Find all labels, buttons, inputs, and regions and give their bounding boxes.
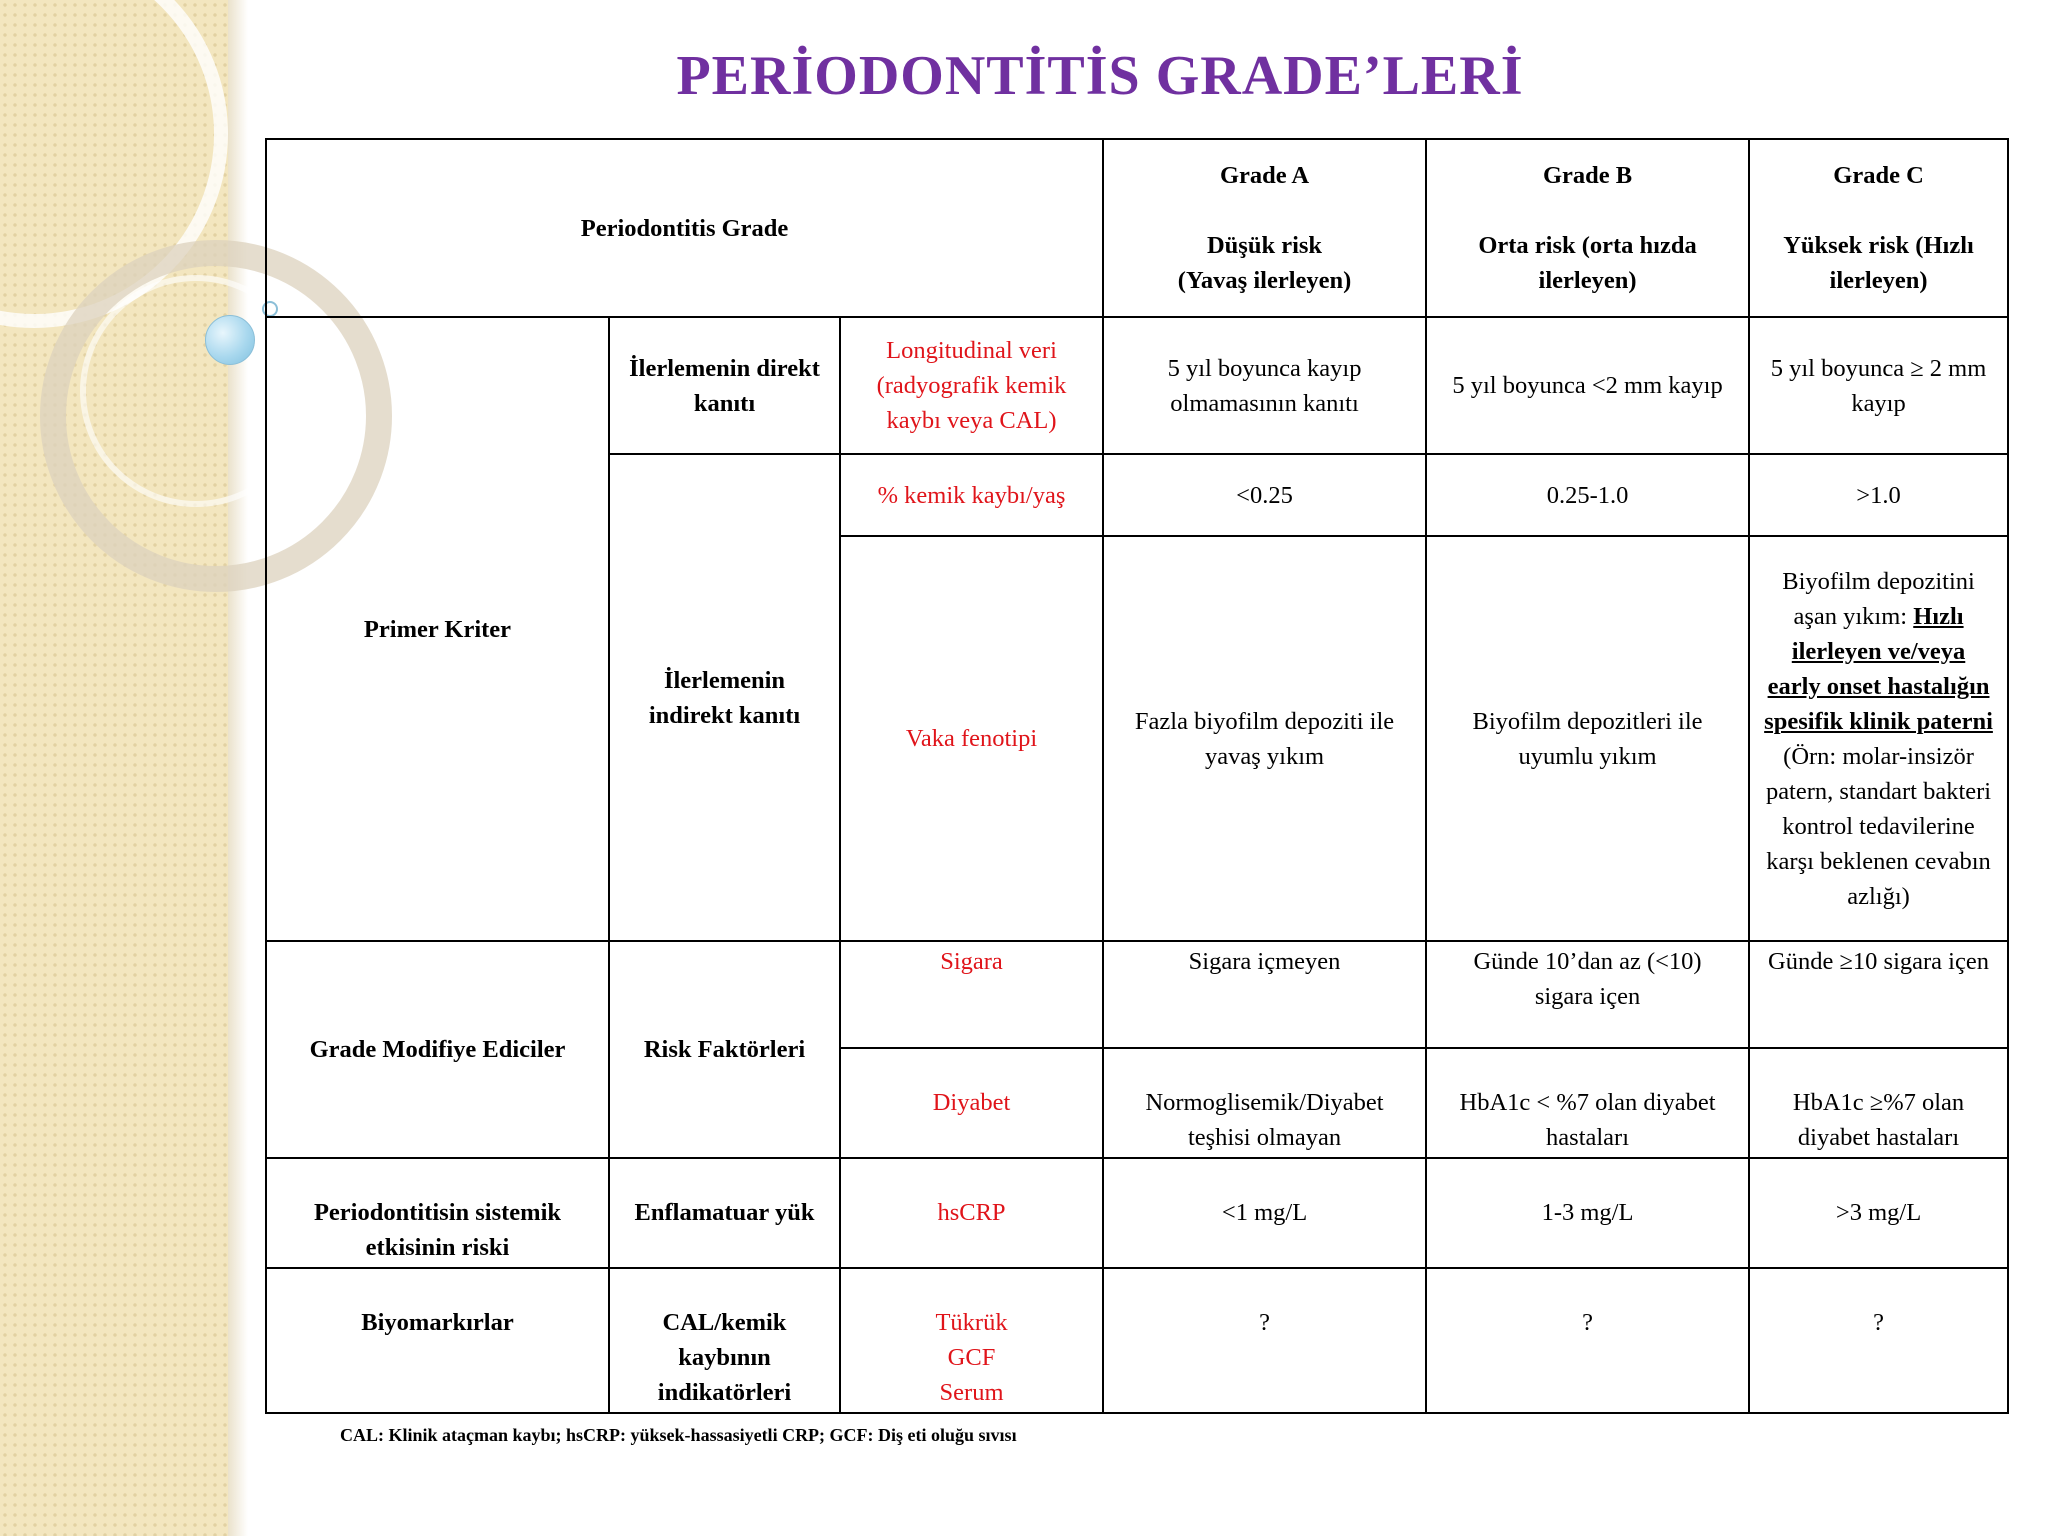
systemic-risk-label: Periodontitisin sistemik [313,1199,562,1226]
slide-title: PERİODONTİTİS GRADE’LERİ [676,45,1524,107]
hscrp-grade-a: <1 mg/L [1103,1158,1426,1268]
grade-b-risk-2: ilerleyen) [1538,267,1637,294]
phenotype-c-line: kontrol tedavilerine [1782,812,1975,840]
smoking-grade-c: Günde ≥10 sigara içen [1749,941,2008,1048]
biomarkers-label: Biyomarkırlar [266,1268,609,1413]
spacer [1435,193,1740,228]
phenotype-c-line: azlığı) [1847,882,1910,910]
longitudinal-criterion-2: (radyografik kemik [876,372,1067,399]
diabetes-grade-b [1426,1048,1749,1158]
diabetes-grade-b-text-2: hastaları [1546,1124,1630,1151]
biomarker-grade-c: ? [1749,1268,2008,1413]
ratio-grade-c: >1.0 [1749,454,2008,536]
header-row [266,139,2008,317]
phenotype-grade-a [1103,536,1426,941]
diabetes-grade-c-text-2: diyabet hastaları [1797,1124,1960,1151]
grade-c-name: Grade C [1833,162,1924,189]
phenotype-grade-a-text-2: yavaş yıkım [1204,742,1325,770]
phenotype-c-line: patern, standart bakteri [1765,777,1992,805]
primer-kriter-cell [266,317,609,941]
ratio-grade-b: 0.25-1.0 [1426,454,1749,536]
phenotype-c-line [1758,599,1999,634]
direct-evidence-label: İlerlemenin direkt [629,354,820,382]
serum-label: Serum [939,1379,1004,1406]
diabetes-grade-a [1103,1048,1426,1158]
grade-b-header [1426,139,1749,317]
direct-evidence-label-2: kanıtı [693,389,756,417]
grade-b-name: Grade B [1542,162,1633,189]
phenotype-grade-b-text-2: uyumlu yıkım [1518,742,1657,770]
biomarker-sources-cell [840,1268,1103,1413]
spacer [1112,193,1417,228]
grade-c-risk: Yüksek risk (Hızlı [1783,232,1974,259]
grade-a-header [1103,139,1426,317]
grade-modifiers-label: Grade Modifiye Ediciler [309,1036,566,1063]
risk-factors-label: Risk Faktörleri [643,1036,806,1063]
smoking-grade-b [1426,941,1749,1048]
bone-loss-ratio-criterion: % kemik kaybı/yaş [840,454,1103,536]
phenotype-grade-c [1749,536,2008,941]
diabetes-grade-a-text: Normoglisemik/Diyabet [1145,1089,1384,1116]
inflammatory-burden-label: Enflamatuar yük [609,1158,840,1268]
phenotype-c-line: (Örn: molar-insizör [1783,742,1974,770]
smoking-criterion: Sigara [840,941,1103,1048]
direct-evidence-label-cell [609,317,840,454]
direct-evidence-row [266,317,2008,454]
spacer [1758,193,1999,228]
abbreviations-footnote: CAL: Klinik ataçman kaybı; hsCRP: yüksek-hassasiyetli CRP; GCF: Diş eti oluğu sıvısı [340,1425,1017,1445]
grade-a-risk: Düşük risk [1206,232,1323,259]
phenotype-grade-b [1426,536,1749,941]
cal-bone-loss-indicators-label-3: indikatörleri [657,1379,792,1406]
phenotype-grade-b-text: Biyofilm depozitleri ile [1472,707,1703,735]
direct-grade-c [1749,317,2008,454]
smoking-grade-b-text: Günde 10’dan az (<10) [1473,948,1702,975]
biomarkers-row [266,1268,2008,1413]
systemic-risk-label-2: etkisinin riski [365,1234,510,1261]
phenotype-c-text: aşan yıkım: [1793,602,1914,630]
diabetes-grade-c-text: HbA1c ≥%7 olan [1792,1089,1965,1116]
direct-grade-c-text: 5 yıl boyunca ≥ 2 mm [1770,354,1987,382]
header-label: Periodontitis Grade [580,214,789,242]
indirect-evidence-label-cell [609,454,840,941]
gcf-label: GCF [947,1344,996,1371]
decorative-bead [205,315,255,365]
indirect-evidence-label-2: indirekt kanıtı [648,701,801,729]
hscrp-criterion: hsCRP [840,1158,1103,1268]
longitudinal-criterion: Longitudinal veri [886,337,1057,364]
phenotype-grade-a-text: Fazla biyofilm depoziti ile [1134,707,1395,735]
hscrp-grade-b: 1-3 mg/L [1426,1158,1749,1268]
diabetes-criterion: Diyabet [840,1048,1103,1158]
ratio-grade-a: <0.25 [1103,454,1426,536]
primer-kriter-label: Primer Kriter [363,615,512,643]
case-phenotype-criterion: Vaka fenotipi [840,536,1103,941]
phenotype-c-emphasis: spesifik klinik paterni [1764,707,1993,735]
indirect-evidence-label: İlerlemenin [663,666,786,694]
grade-a-name: Grade A [1219,162,1310,189]
phenotype-c-line: Biyofilm depozitini [1782,567,1975,595]
smoking-row [266,941,2008,1048]
systemic-risk-label-cell [266,1158,609,1268]
systemic-risk-row [266,1158,2008,1268]
grade-modifiers-cell [266,941,609,1158]
phenotype-c-emphasis: Hızlı [1913,602,1964,630]
risk-factors-cell [609,941,840,1158]
hscrp-grade-c: >3 mg/L [1749,1158,2008,1268]
diabetes-grade-c [1749,1048,2008,1158]
cal-bone-loss-indicators-label: CAL/kemik [662,1309,787,1336]
grade-c-header [1749,139,2008,317]
biomarker-grade-b: ? [1426,1268,1749,1413]
periodontitis-grade-table [265,138,2009,1414]
diabetes-grade-b-text: HbA1c < %7 olan diyabet [1459,1089,1716,1116]
direct-grade-b-text: 5 yıl boyunca <2 mm kayıp [1452,372,1723,399]
direct-grade-b [1426,317,1749,454]
diabetes-grade-a-text-2: teşhisi olmayan [1187,1124,1342,1151]
direct-grade-a-text: 5 yıl boyunca kayıp [1167,354,1362,382]
phenotype-c-line: karşı beklenen cevabın [1766,847,1991,875]
header-label-cell [266,139,1103,317]
sidebar-edge-shadow [228,0,248,1536]
grade-a-risk-2: (Yavaş ilerleyen) [1177,267,1352,294]
phenotype-c-emphasis: ilerleyen ve/veya [1791,637,1966,665]
biomarker-grade-a: ? [1103,1268,1426,1413]
direct-grade-c-text-2: kayıp [1851,389,1906,417]
direct-grade-a [1103,317,1426,454]
cal-bone-loss-indicators-cell [609,1268,840,1413]
smoking-grade-b-text-2: sigara içen [1534,983,1641,1010]
saliva-label: Tükrük [935,1309,1008,1336]
direct-grade-a-text-2: olmamasının kanıtı [1170,389,1359,417]
grade-b-risk: Orta risk (orta hızda [1478,232,1697,259]
cal-bone-loss-indicators-label-2: kaybının [678,1344,771,1371]
smoking-grade-a: Sigara içmeyen [1103,941,1426,1048]
phenotype-c-emphasis: early onset hastalığın [1767,672,1990,700]
grade-c-risk-2: ilerleyen) [1829,267,1928,294]
longitudinal-criterion-cell [840,317,1103,454]
longitudinal-criterion-3: kaybı veya CAL) [886,407,1057,434]
